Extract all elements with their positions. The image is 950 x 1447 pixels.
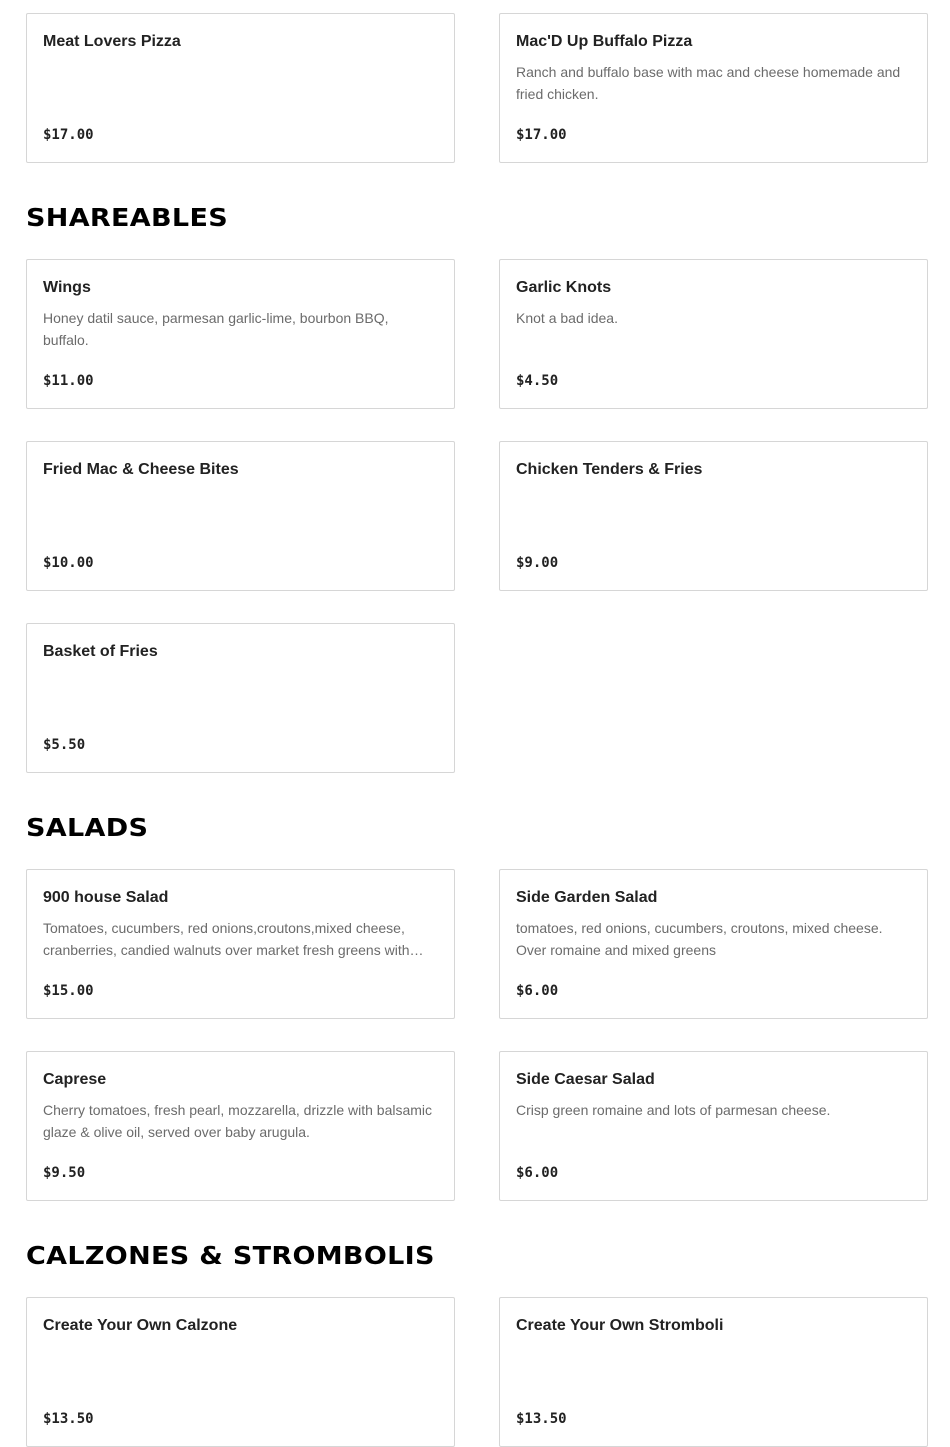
item-price: $17.00 bbox=[43, 127, 94, 143]
item-description: Tomatoes, cucumbers, red onions,croutons,mixed cheese, cranberries, candied walnuts over market fresh greens with… bbox=[43, 920, 424, 958]
item-name: Side Caesar Salad bbox=[516, 1071, 655, 1088]
item-description: Cherry tomatoes, fresh pearl, mozzarella, drizzle with balsamic glaze & olive oil, served over baby arugula. bbox=[43, 1102, 433, 1140]
menu-item-card[interactable] bbox=[26, 869, 455, 1019]
item-name: Meat Lovers Pizza bbox=[43, 33, 181, 50]
menu-item-card[interactable] bbox=[26, 441, 455, 591]
item-price: $13.50 bbox=[516, 1411, 567, 1427]
item-description: Honey datil sauce, parmesan garlic-lime, bourbon BBQ, buffalo. bbox=[43, 310, 389, 348]
item-name: 900 house Salad bbox=[43, 889, 169, 906]
item-price: $6.00 bbox=[516, 1165, 559, 1181]
item-name: Garlic Knots bbox=[516, 279, 612, 296]
item-price: $11.00 bbox=[43, 373, 94, 389]
menu-item-card[interactable] bbox=[26, 623, 455, 773]
item-name: Create Your Own Stromboli bbox=[516, 1317, 724, 1334]
menu-item-card[interactable] bbox=[26, 1051, 455, 1201]
item-description: Knot a bad idea. bbox=[516, 310, 618, 326]
menu-item-card[interactable] bbox=[499, 13, 928, 163]
menu-item-card[interactable] bbox=[499, 1297, 928, 1447]
item-name: Wings bbox=[43, 279, 91, 296]
item-name: Basket of Fries bbox=[43, 643, 158, 660]
item-price: $15.00 bbox=[43, 983, 94, 999]
item-name: Create Your Own Calzone bbox=[43, 1317, 238, 1334]
item-price: $10.00 bbox=[43, 555, 94, 571]
menu-item-card[interactable] bbox=[499, 869, 928, 1019]
item-name: Mac'D Up Buffalo Pizza bbox=[516, 33, 693, 50]
section-title-shareables: SHAREABLES bbox=[26, 203, 228, 232]
item-price: $5.50 bbox=[43, 737, 86, 753]
item-price: $17.00 bbox=[516, 127, 567, 143]
menu-item-card[interactable] bbox=[499, 441, 928, 591]
item-price: $9.50 bbox=[43, 1165, 86, 1181]
menu-item-card[interactable] bbox=[499, 259, 928, 409]
item-name: Side Garden Salad bbox=[516, 889, 658, 906]
item-description: Crisp green romaine and lots of parmesan cheese. bbox=[516, 1102, 831, 1118]
item-name: Caprese bbox=[43, 1071, 107, 1088]
item-price: $4.50 bbox=[516, 373, 559, 389]
item-price: $13.50 bbox=[43, 1411, 94, 1427]
item-description: Ranch and buffalo base with mac and cheese homemade and fried chicken. bbox=[516, 64, 901, 102]
item-name: Chicken Tenders & Fries bbox=[516, 461, 703, 478]
menu-item-card[interactable] bbox=[26, 259, 455, 409]
item-name: Fried Mac & Cheese Bites bbox=[43, 461, 239, 478]
item-description: tomatoes, red onions, cucumbers, croutons, mixed cheese. Over romaine and mixed greens bbox=[516, 920, 883, 958]
menu-item-card[interactable] bbox=[26, 1297, 455, 1447]
item-price: $6.00 bbox=[516, 983, 559, 999]
section-title-calzones-strombolis: CALZONES & STROMBOLIS bbox=[26, 1241, 435, 1270]
item-price: $9.00 bbox=[516, 555, 559, 571]
menu-item-card[interactable] bbox=[26, 13, 455, 163]
section-title-salads: SALADS bbox=[26, 813, 149, 842]
menu-item-card[interactable] bbox=[499, 1051, 928, 1201]
